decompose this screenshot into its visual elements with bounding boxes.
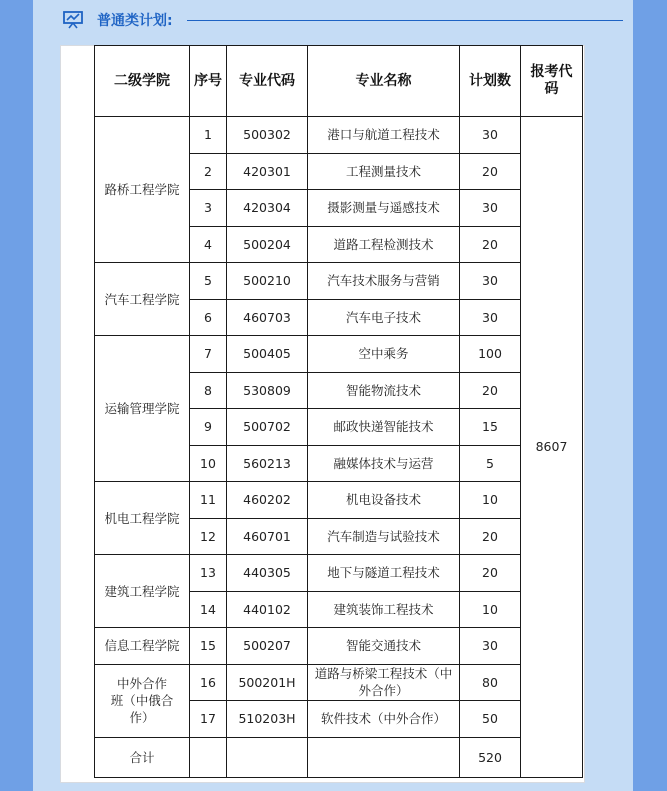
- college-cell: 运输管理学院: [95, 336, 190, 482]
- total-row: [95, 737, 583, 777]
- count-cell: 30: [460, 263, 521, 300]
- index-cell: 13: [190, 555, 227, 592]
- table-row: [95, 117, 583, 154]
- code-cell: 460703: [227, 299, 308, 336]
- code-cell: 560213: [227, 445, 308, 482]
- index-cell: 15: [190, 628, 227, 665]
- exam-code-cell: 8607: [521, 117, 583, 778]
- major-name-cell: 港口与航道工程技术: [308, 117, 460, 154]
- header-name: 专业名称: [308, 46, 460, 117]
- major-name-cell: 智能交通技术: [308, 628, 460, 665]
- code-cell: 500201H: [227, 664, 308, 701]
- total-label: 合计: [95, 737, 190, 777]
- major-name-cell: 智能物流技术: [308, 372, 460, 409]
- code-cell: 440102: [227, 591, 308, 628]
- major-name-cell: 道路工程检测技术: [308, 226, 460, 263]
- count-cell: 15: [460, 409, 521, 446]
- code-cell: 460701: [227, 518, 308, 555]
- count-cell: 30: [460, 628, 521, 665]
- index-cell: 11: [190, 482, 227, 519]
- table-row: [95, 263, 583, 300]
- code-cell: 420301: [227, 153, 308, 190]
- college-cell-line: 中外合作: [116, 676, 167, 691]
- major-name-cell: 建筑装饰工程技术: [308, 591, 460, 628]
- count-cell: 30: [460, 190, 521, 227]
- count-cell: 20: [460, 518, 521, 555]
- index-cell: 6: [190, 299, 227, 336]
- index-cell: 5: [190, 263, 227, 300]
- major-name-cell: 汽车电子技术: [308, 299, 460, 336]
- code-cell: 500204: [227, 226, 308, 263]
- index-cell: 3: [190, 190, 227, 227]
- major-name-cell: 融媒体技术与运营: [308, 445, 460, 482]
- total-empty-cell: [308, 737, 460, 777]
- header-exam-code: 报考代码: [521, 46, 583, 117]
- count-cell: 30: [460, 117, 521, 154]
- table-row: [95, 555, 583, 592]
- count-cell: 20: [460, 372, 521, 409]
- college-cell: 汽车工程学院: [95, 263, 190, 336]
- table-row: [95, 482, 583, 519]
- header-index: 序号: [190, 46, 227, 117]
- index-cell: 14: [190, 591, 227, 628]
- college-cell-line: 作）: [129, 710, 155, 725]
- enrollment-plan-table: [94, 45, 583, 778]
- code-cell: 500210: [227, 263, 308, 300]
- index-cell: 9: [190, 409, 227, 446]
- index-cell: 2: [190, 153, 227, 190]
- table-header-row: [95, 46, 583, 117]
- total-count: 520: [460, 737, 521, 777]
- college-cell-line: 班（中俄合: [110, 693, 174, 708]
- table-row: [95, 664, 583, 701]
- header-college: 二级学院: [95, 46, 190, 117]
- header-code: 专业代码: [227, 46, 308, 117]
- major-name-cell: 空中乘务: [308, 336, 460, 373]
- code-cell: 530809: [227, 372, 308, 409]
- code-cell: 440305: [227, 555, 308, 592]
- table-row: [95, 336, 583, 373]
- count-cell: 20: [460, 153, 521, 190]
- major-name-cell: 汽车技术服务与营销: [308, 263, 460, 300]
- code-cell: 460202: [227, 482, 308, 519]
- section-heading: [63, 10, 623, 30]
- total-empty-cell: [190, 737, 227, 777]
- header-count: 计划数: [460, 46, 521, 117]
- college-cell: 建筑工程学院: [95, 555, 190, 628]
- code-cell: 510203H: [227, 701, 308, 738]
- index-cell: 7: [190, 336, 227, 373]
- major-name-cell: 地下与隧道工程技术: [308, 555, 460, 592]
- index-cell: 10: [190, 445, 227, 482]
- major-name-cell: 机电设备技术: [308, 482, 460, 519]
- count-cell: 5: [460, 445, 521, 482]
- major-name-cell: 汽车制造与试验技术: [308, 518, 460, 555]
- index-cell: 17: [190, 701, 227, 738]
- table-row: [95, 628, 583, 665]
- index-cell: 4: [190, 226, 227, 263]
- college-cell: 信息工程学院: [95, 628, 190, 665]
- total-empty-cell: [227, 737, 308, 777]
- count-cell: 80: [460, 664, 521, 701]
- college-cell: 路桥工程学院: [95, 117, 190, 263]
- heading-divider: [187, 20, 623, 21]
- code-cell: 500207: [227, 628, 308, 665]
- count-cell: 50: [460, 701, 521, 738]
- major-name-cell: 摄影测量与遥感技术: [308, 190, 460, 227]
- major-name-cell: 软件技术（中外合作）: [308, 701, 460, 738]
- major-name-cell: 道路与桥梁工程技术（中外合作）: [308, 664, 460, 701]
- presentation-board-icon: [63, 11, 83, 29]
- count-cell: 10: [460, 591, 521, 628]
- code-cell: 500405: [227, 336, 308, 373]
- code-cell: 500702: [227, 409, 308, 446]
- count-cell: 30: [460, 299, 521, 336]
- major-name-cell: 邮政快递智能技术: [308, 409, 460, 446]
- index-cell: 12: [190, 518, 227, 555]
- major-name-cell: 工程测量技术: [308, 153, 460, 190]
- index-cell: 1: [190, 117, 227, 154]
- index-cell: 8: [190, 372, 227, 409]
- section-title: 普通类计划:: [97, 13, 173, 29]
- code-cell: 500302: [227, 117, 308, 154]
- count-cell: 10: [460, 482, 521, 519]
- count-cell: 20: [460, 555, 521, 592]
- code-cell: 420304: [227, 190, 308, 227]
- count-cell: 100: [460, 336, 521, 373]
- count-cell: 20: [460, 226, 521, 263]
- index-cell: 16: [190, 664, 227, 701]
- college-cell: [95, 664, 190, 737]
- college-cell: 机电工程学院: [95, 482, 190, 555]
